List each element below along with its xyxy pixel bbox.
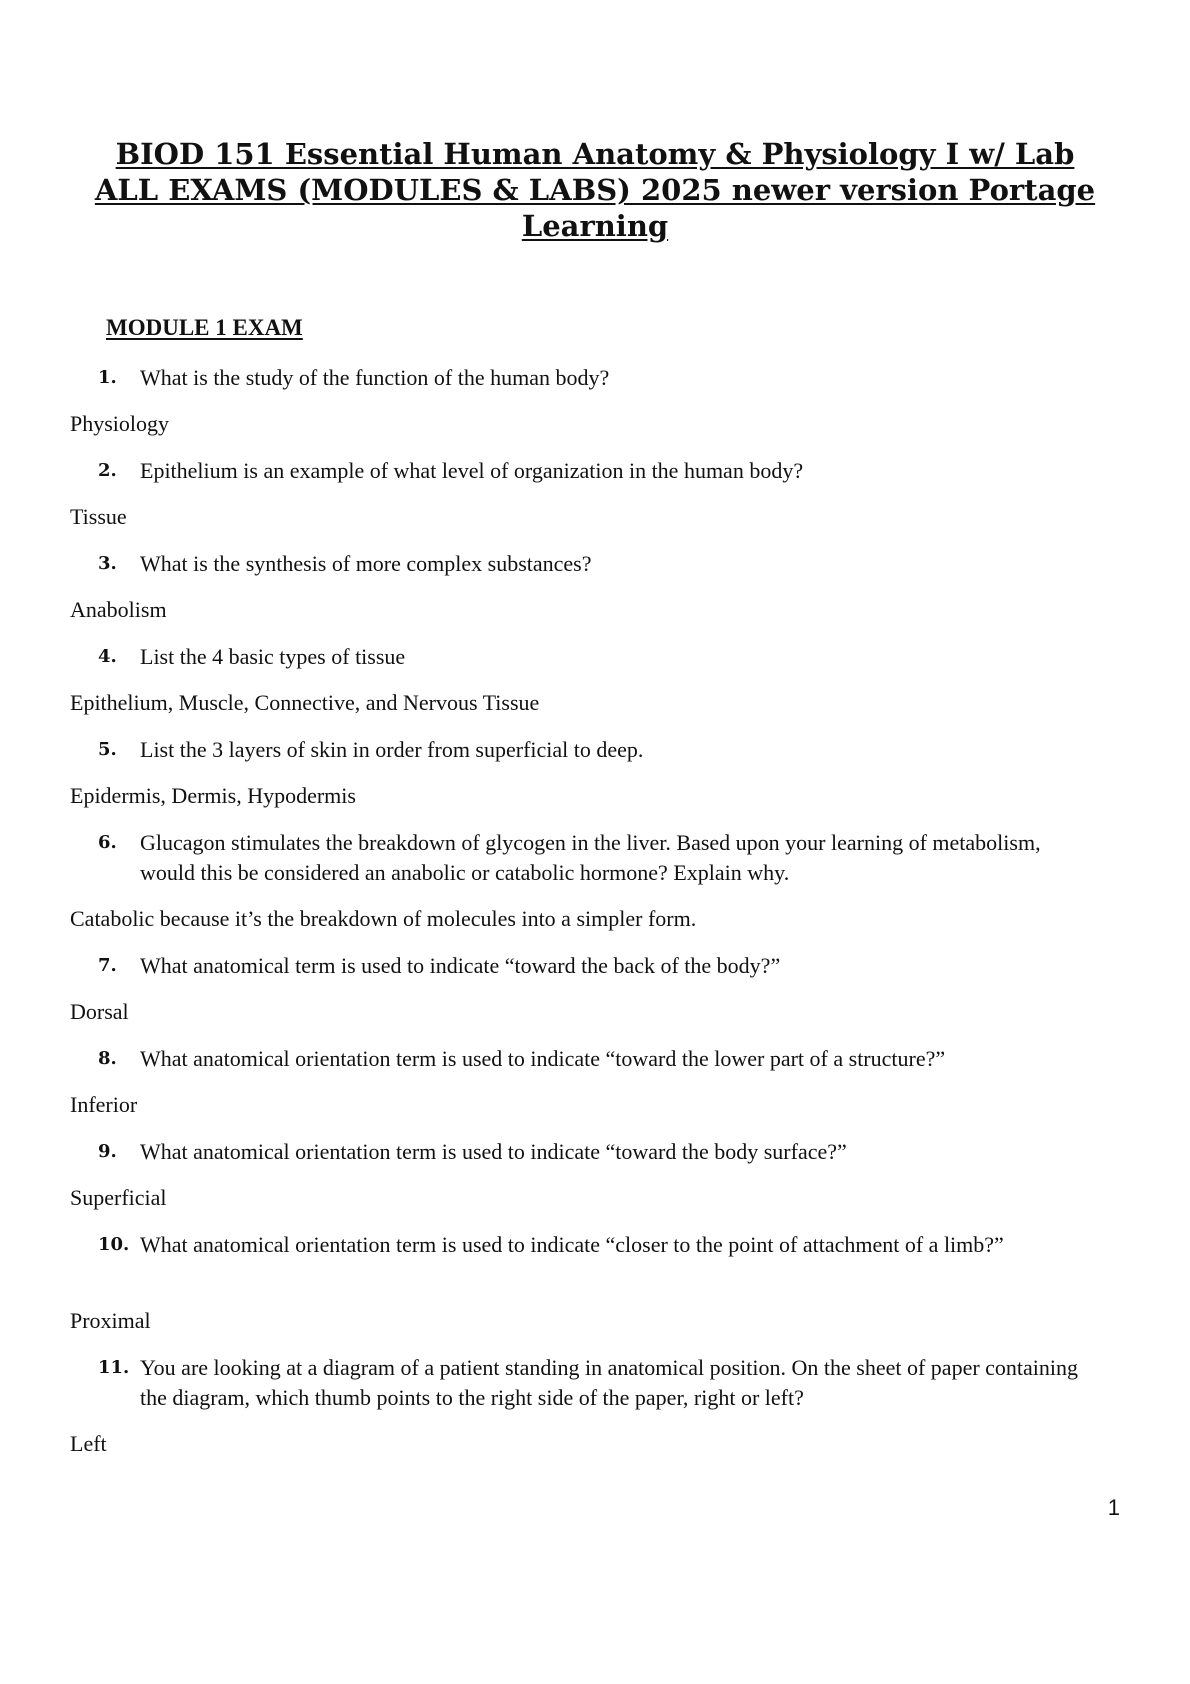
question-item — [0, 1353, 1190, 1413]
question — [0, 642, 1090, 672]
question-number: 3. — [98, 553, 117, 574]
question-text: What anatomical term is used to indicate “toward the back of the body?” — [140, 953, 781, 978]
answer-text: Catabolic because it’s the breakdown of molecules into a simpler form. — [70, 906, 697, 931]
question-text: What is the synthesis of more complex substances? — [140, 551, 592, 576]
question — [0, 735, 1090, 765]
question-text: What anatomical orientation term is used to indicate “closer to the point of attachment of a limb?” — [140, 1232, 1004, 1257]
question-number: 8. — [98, 1048, 117, 1069]
question-text: Glucagon stimulates the breakdown of glycogen in the liver. Based upon your learning of metabolism, would this be considered an anabolic or catabolic hormone? Explain why. — [140, 830, 1041, 885]
question-item — [0, 735, 1190, 765]
answer-text: Tissue — [70, 504, 127, 529]
question-item — [0, 1230, 1190, 1260]
question-item — [0, 456, 1190, 486]
question-number: 7. — [98, 955, 117, 976]
question-text: List the 3 layers of skin in order from superficial to deep. — [140, 737, 644, 762]
question — [0, 828, 1090, 888]
answer-text: Left — [70, 1431, 107, 1456]
question-item — [0, 1044, 1190, 1074]
question-text: Epithelium is an example of what level of organization in the human body? — [140, 458, 804, 483]
question-number: 11. — [98, 1357, 130, 1378]
answer-text: Epithelium, Muscle, Connective, and Nervous Tissue — [70, 690, 540, 715]
question-number: 9. — [98, 1141, 117, 1162]
question-number: 10. — [98, 1234, 130, 1255]
answer-text: Inferior — [70, 1092, 138, 1117]
question — [0, 549, 1090, 579]
question-number: 5. — [98, 739, 117, 760]
question — [0, 363, 1090, 393]
answer-text: Dorsal — [70, 999, 129, 1024]
question — [0, 456, 1090, 486]
section-heading: MODULE 1 EXAM — [106, 315, 303, 340]
answer-text: Epidermis, Dermis, Hypodermis — [70, 783, 356, 808]
question-number: 1. — [98, 367, 117, 388]
page-number: 1 — [1107, 1495, 1120, 1520]
question — [0, 1044, 1090, 1074]
question-text: You are looking at a diagram of a patient standing in anatomical position. On the sheet of paper containing the diagram, which thumb points to the right side of the paper, right or left? — [140, 1355, 1079, 1410]
question-number: 6. — [98, 832, 117, 853]
question — [0, 1230, 1090, 1260]
question-item — [0, 828, 1190, 888]
answer-text: Proximal — [70, 1308, 151, 1333]
question-item — [0, 642, 1190, 672]
question-text: What anatomical orientation term is used to indicate “toward the body surface?” — [140, 1139, 847, 1164]
question-text: What anatomical orientation term is used to indicate “toward the lower part of a structure?” — [140, 1046, 946, 1071]
answer-text: Physiology — [70, 411, 170, 436]
question-item — [0, 951, 1190, 981]
answer-text: Anabolism — [70, 597, 167, 622]
question-number: 4. — [98, 646, 117, 667]
question-item — [0, 1137, 1190, 1167]
question — [0, 951, 1090, 981]
page-title: BIOD 151 Essential Human Anatomy & Physiology I w/ Lab ALL EXAMS (MODULES & LABS) 2025 newer version Portage Learning — [94, 137, 1096, 243]
question-number: 2. — [98, 460, 117, 481]
question-text: List the 4 basic types of tissue — [140, 644, 406, 669]
question — [0, 1353, 1090, 1413]
question-item — [0, 363, 1190, 393]
question-text: What is the study of the function of the human body? — [140, 365, 610, 390]
question — [0, 1137, 1090, 1167]
question-item — [0, 549, 1190, 579]
answer-text: Superficial — [70, 1185, 167, 1210]
